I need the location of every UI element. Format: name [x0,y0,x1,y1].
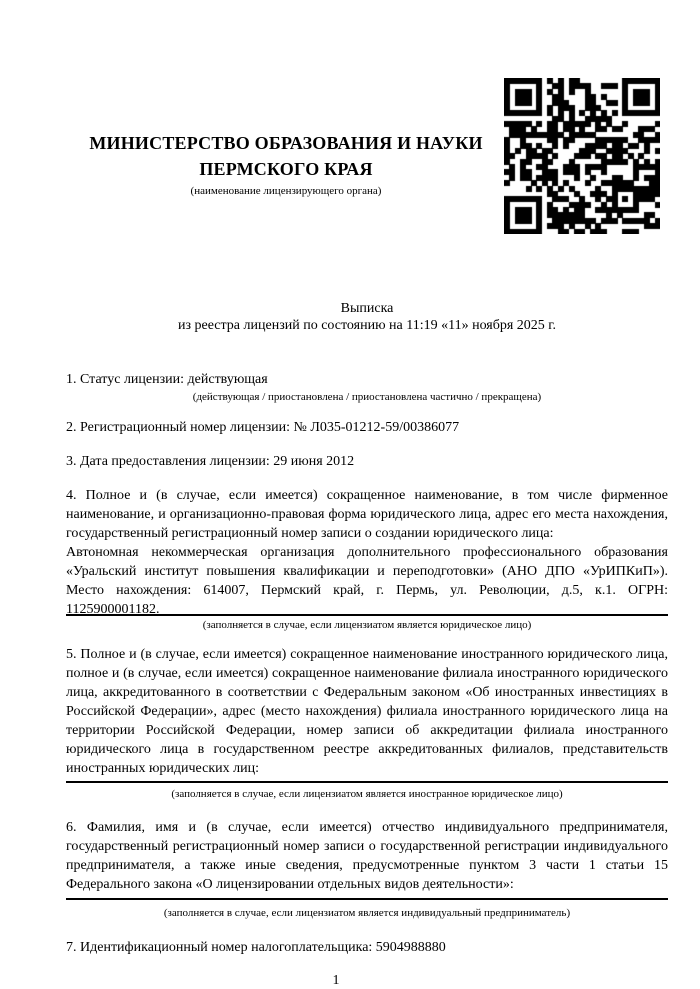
ministry-name-line2: ПЕРМСКОГО КРАЯ [199,159,373,179]
document-title: Выписка [340,301,394,316]
separator-line-foreign-entity [66,781,668,783]
legal-entity-answer: Автономная некоммерческая организация дополнительного профессионального образования «Уральский институт повышения квалификации и переподготовки» (АНО ДПО «УрИПКиП»). Место нахождения: 614007, Пермский край, г. Пермь, ул. Революции, д.5, к.1. ОГРН: 1125900001182. [66,545,668,617]
individual-entrepreneur-question: 6. Фамилия, имя и (в случае, если имеется) отчество индивидуального предпринимателя, государственный регистрационный номер записи о государственной регистрации индивидуального предпринимателя, а также иные сведения, предусмотренные пунктом 3 части 1 статьи 15 Федерального закона «О лицензировании отдельных видов деятельности»: [66,820,668,892]
separator-line-individual-entrepreneur [66,898,668,900]
legal-entity-question: 4. Полное и (в случае, если имеется) сокращенное наименование, в том числе фирменное наименование, и организационно-правовая форма юридического лица, адрес его места нахождения, государственный регистрационный номер записи о создании юридического лица: [66,488,668,541]
foreign-entity-question: 5. Полное и (в случае, если имеется) сокращенное наименование иностранного юридического лица, полное и (в случае, если имеется) сокращенное наименование филиала иностранного юридического лица, аккредитованного в соответствии с Федеральным законом «Об иностранных инвестициях в Российской Федерации», адрес (место нахождения) филиала иностранного юридического лица на территории Российской Федерации, номер записи об аккредитации филиала иностранного юридического лица в государственном реестре аккредитованных филиалов, представительств иностранных юридических лиц: [66,647,668,776]
license-status: 1. Статус лицензии: действующая [66,372,268,387]
document-body [66,300,668,989]
document-subtitle-date: из реестра лицензий по состоянию на 11:19 «11» ноября 2025 г. [178,318,556,333]
foreign-entity-note: (заполняется в случае, если лицензиатом является иностранное юридическое лицо) [171,788,563,800]
license-registration-number: 2. Регистрационный номер лицензии: № Л035-01212-59/00386077 [66,420,460,435]
page-number: 1 [332,973,340,988]
qr-code-icon [504,78,660,234]
legal-entity-note: (заполняется в случае, если лицензиатом является юридическое лицо) [202,619,532,631]
ministry-name-line1: МИНИСТЕРСТВО ОБРАЗОВАНИЯ И НАУКИ [89,133,483,153]
licensing-authority-note: (наименование лицензирующего органа) [190,185,382,197]
taxpayer-id: 7. Идентификационный номер налогоплательщика: 5904988880 [66,940,446,955]
license-grant-date: 3. Дата предоставления лицензии: 29 июня 2012 [66,454,355,469]
individual-entrepreneur-note: (заполняется в случае, если лицензиатом является индивидуальный предприниматель) [163,907,571,919]
licensing-authority-header [66,130,506,198]
license-status-options-note: (действующая / приостановлена / приостановлена частично / прекращена) [192,391,542,403]
